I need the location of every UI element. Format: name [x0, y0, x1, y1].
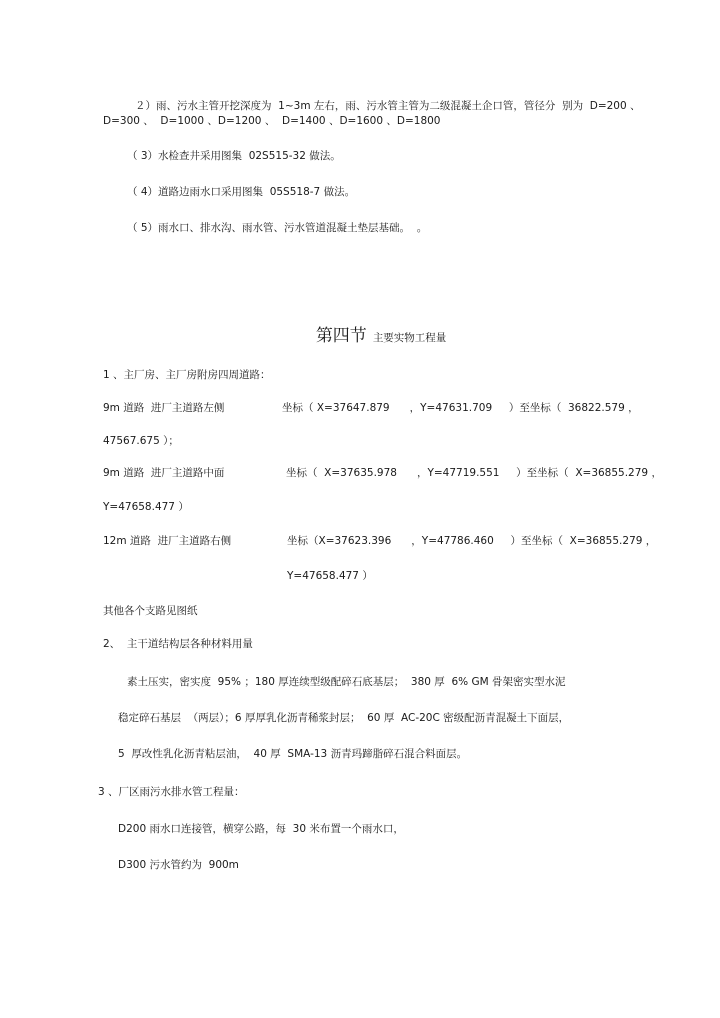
item2-line2: D=300 、 D=1000 、D=1200 、 D=1400 、D=1600 、D=1800: [103, 115, 441, 127]
road1-cont: 47567.675 ）；: [103, 435, 179, 447]
road1-coords: 坐标（ X=37647.879 ，Y=47631.709 ）至坐标（ 36822.579 ，: [282, 402, 639, 414]
materials-line3: 5 厚改性乳化沥青粘层油， 40 厚 SMA-13 沥青玛蹄脂碎石混合料面层。: [118, 748, 468, 760]
drainage-heading: 3 、厂区雨污水排水管工程量：: [98, 786, 245, 798]
item4-text: （ 4）道路边雨水口采用图集 05S518-7 做法。: [127, 186, 356, 198]
road2-coords: 坐标（ X=37635.978 ，Y=47719.551 ）至坐标（ X=36855.279 ，: [286, 467, 662, 479]
road3-label: 12m 道路 进厂主道路右侧: [103, 535, 232, 547]
materials-heading: 2、 主干道结构层各种材料用量: [103, 638, 253, 650]
materials-line2: 稳定碎石基层 （两层）；6 厚厚乳化沥青稀浆封层； 60 厚 AC-20C 密级配沥青混凝土下面层，: [118, 712, 570, 724]
drainage-line2: D300 污水管约为 900m: [118, 859, 239, 871]
section-heading: [305, 311, 446, 345]
road2-cont: Y=47658.477 ）: [103, 501, 189, 513]
road3-cont: Y=47658.477 ）: [287, 570, 373, 582]
materials-line1: 素土压实，密实度 95% ；180 厚连续型级配碎石底基层； 380 厚 6% GM 骨架密实型水泥: [127, 676, 566, 688]
section-title-main: 第四节: [315, 326, 367, 346]
section-title-sub: 主要实物工程量: [372, 332, 447, 344]
road1-label: 9m 道路 进厂主道路左侧: [103, 402, 225, 414]
item2-line1: ２）雨、污水主管开挖深度为 1~3m 左右，雨、污水管主管为二级混凝土企口管，管径分 别为 D=200 、: [135, 100, 641, 112]
item5-text: （ 5）雨水口、排水沟、雨水管、污水管道混凝土垫层基础。 。: [127, 222, 428, 234]
road3-coords: 坐标（X=37623.396 ，Y=47786.460 ）至坐标（ X=36855.279 ，: [287, 535, 657, 547]
road2-label: 9m 道路 进厂主道路中面: [103, 467, 225, 479]
drainage-line1: D200 雨水口连接管，横穿公路，每 30 米布置一个雨水口，: [118, 823, 404, 835]
roads-heading: 1 、主厂房、主厂房附房四周道路：: [103, 369, 271, 381]
item3-text: （ 3）水检查井采用图集 02S515-32 做法。: [127, 150, 341, 162]
other-roads-note: 其他各个支路见图纸: [103, 605, 198, 617]
